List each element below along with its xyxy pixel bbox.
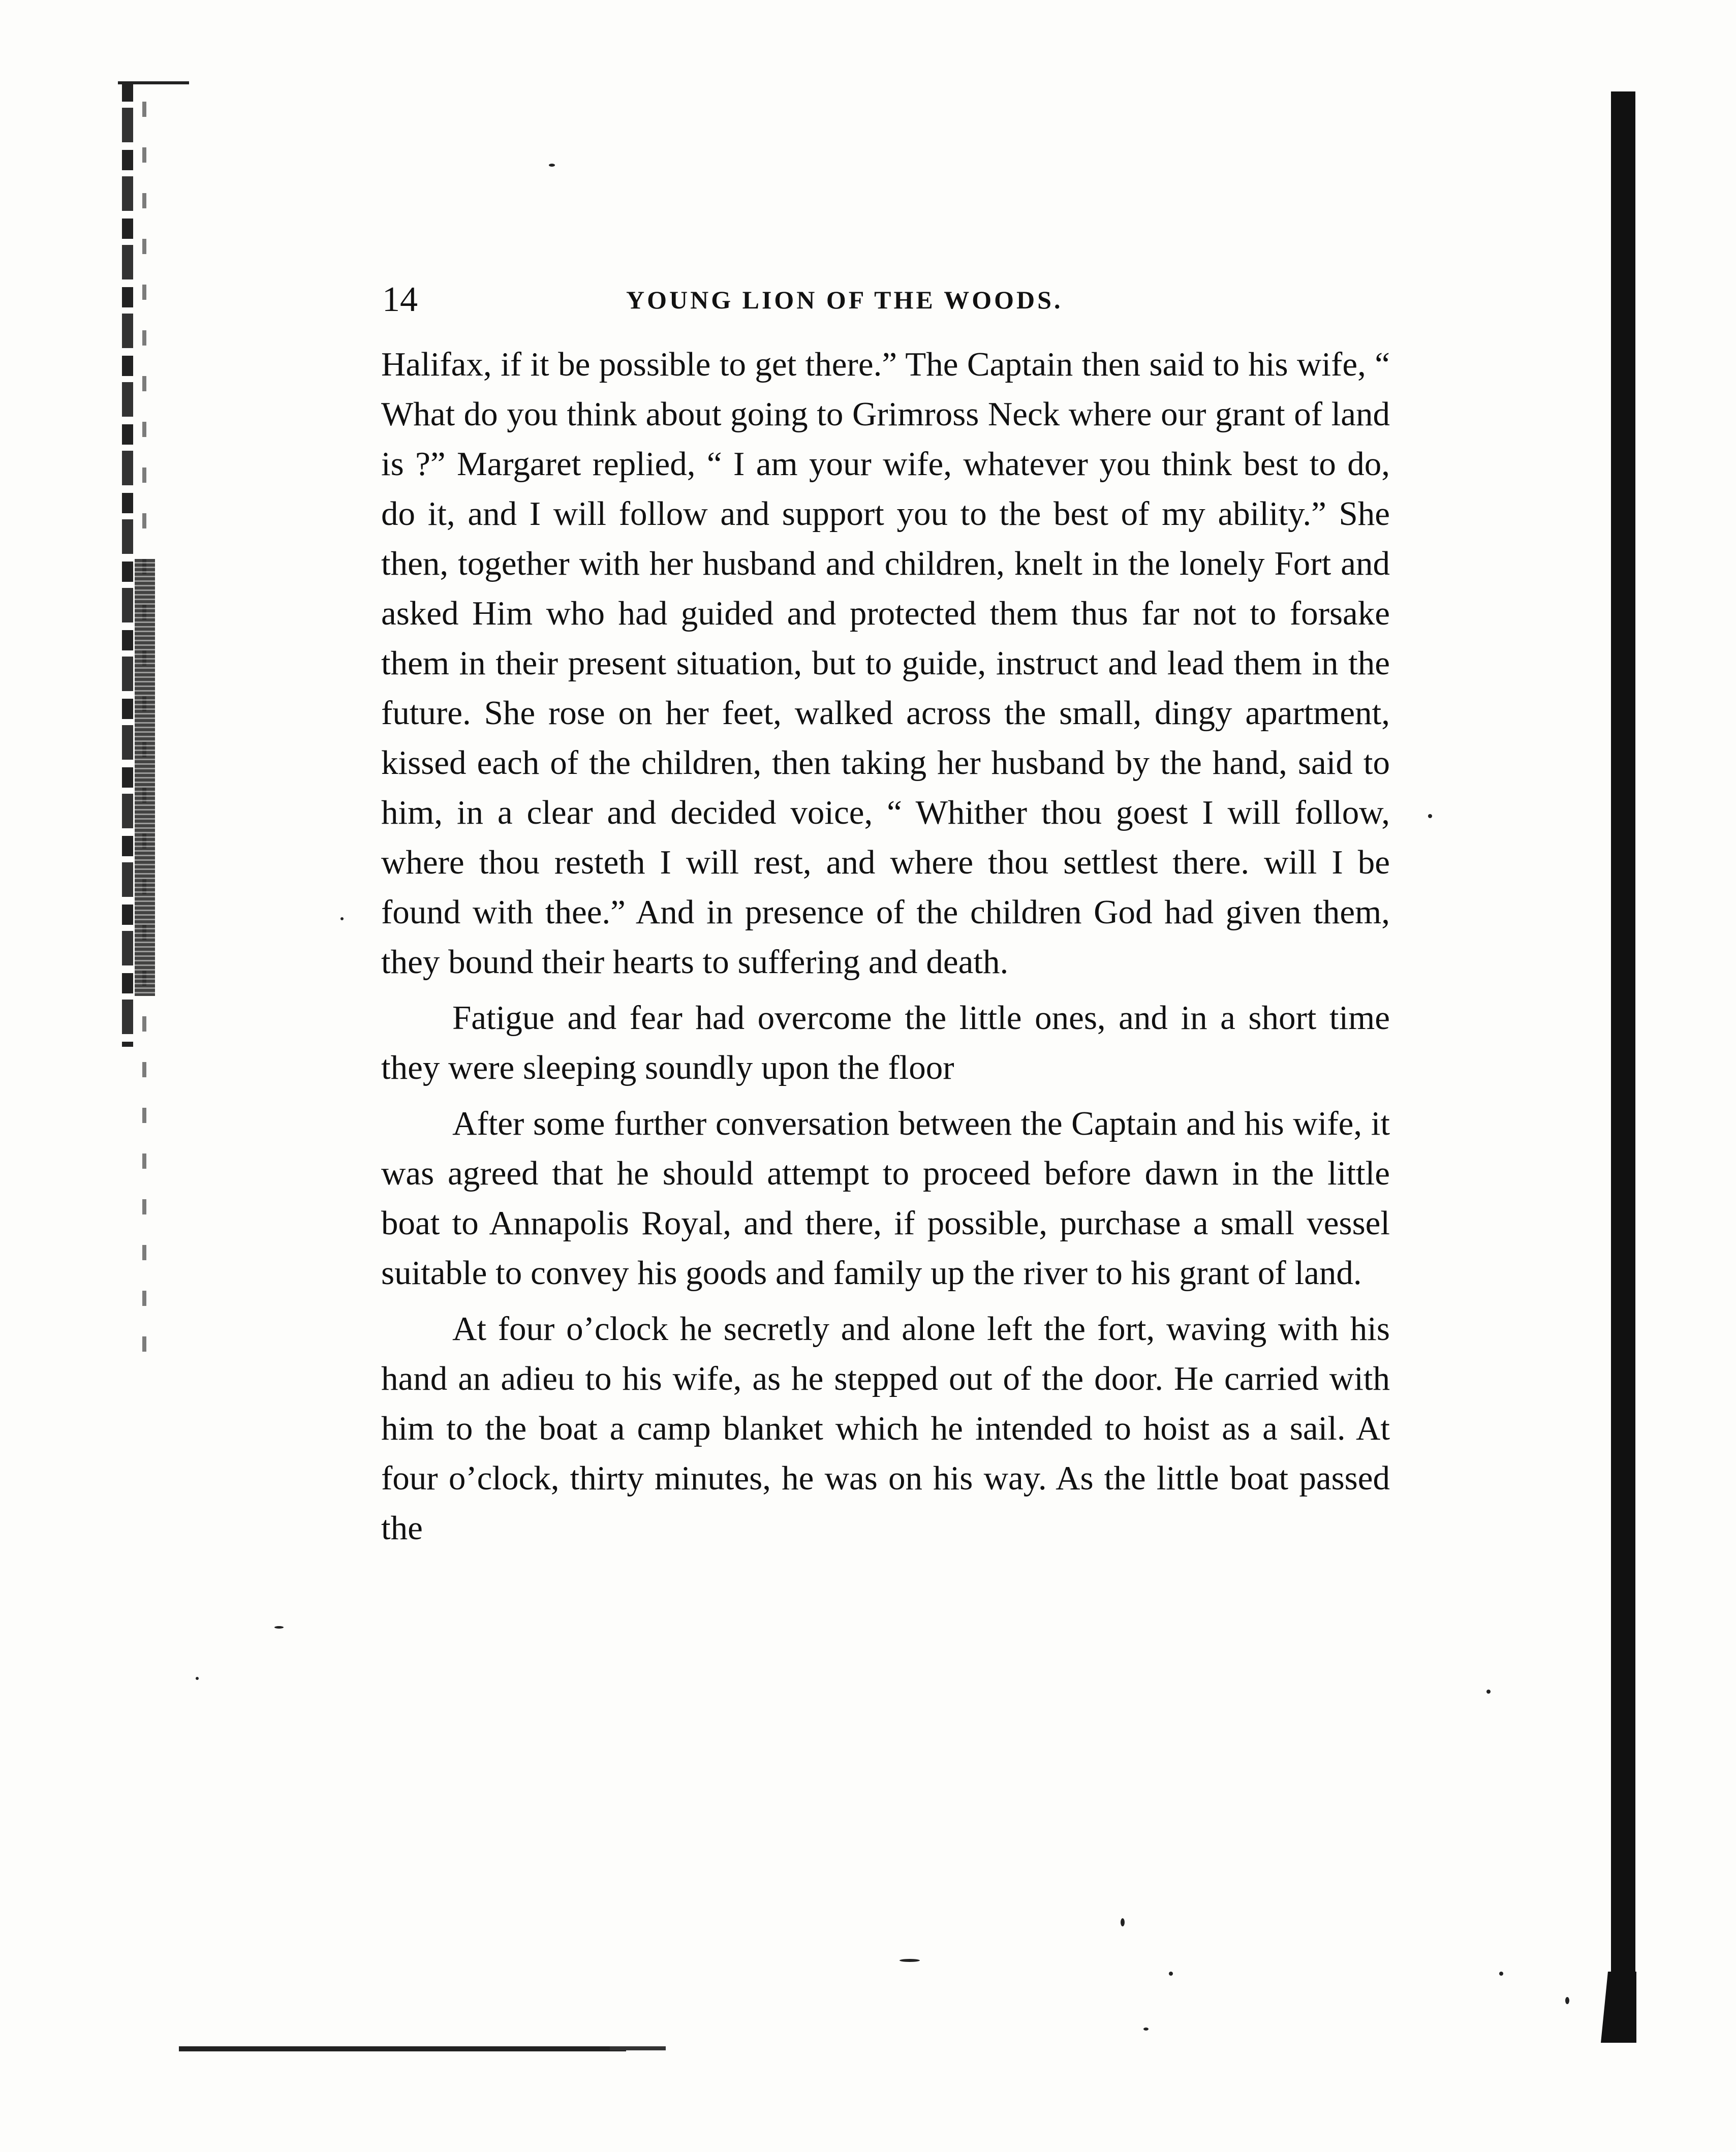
paragraph: At four o’clock he secretly and alone left the fort, waving with his hand an adieu to his wife, as he stepped out of the door. He carried with him to the boat a camp blanket which he intended to hoist as a sail. At four o’clock, thirty minutes, he was on his way. As the little boat passed the <box>381 1310 1390 1547</box>
scan-speck <box>196 1677 199 1680</box>
paragraph: After some further conversation between the Captain and his wife, it was agreed that he should attempt to proceed before dawn in the little boat to Annapolis Royal, and there, if possible, purchase a small vessel suitable to convey his goods and family up the river to his grant of land. <box>381 1105 1390 1292</box>
scan-speck <box>340 917 344 920</box>
scan-speck <box>549 164 555 167</box>
scan-speck <box>1121 1918 1125 1926</box>
scan-bottom-edge <box>179 2046 626 2051</box>
scan-speck <box>274 1626 284 1629</box>
scan-speck <box>1499 1972 1503 1976</box>
paragraph: Fatigue and fear had overcome the little ones, and in a short time they were sleeping soundly upon the floor <box>381 999 1390 1086</box>
paragraph: Halifax, if it be possible to get there.” The Captain then said to his wife, “ What do you think about going to Grimross Neck where our grant of land is ?” Margaret replied, “ I am your wife, whatever you think best to do, do it, and I will follow and support you to the best of my ability.” She then, together with her husband and children, knelt in the lonely Fort and asked Him who had guided and protected them thus far not to forsake them in their present situation, but to guide, instruct and lead them in the future. She rose on her feet, walked across the small, dingy apartment, kissed each of the children, then taking her husband by the hand, said to him, in a clear and decided voice, “ Whither thou goest I will follow, where thou resteth I will rest, and where thou settlest there. will I be found with thee.” And in presence of the children God had given them, they bound their hearts to suffering and death. <box>381 346 1390 981</box>
scan-speck <box>1565 1997 1569 2004</box>
scan-right-edge <box>1611 91 1635 2043</box>
scan-speck <box>900 1959 920 1962</box>
running-head: YOUNG LION OF THE WOODS. <box>626 286 1063 314</box>
scan-bottom-edge-fragment <box>610 2046 666 2050</box>
scan-left-edge <box>122 81 133 1047</box>
scan-speck <box>1169 1972 1173 1976</box>
page-header <box>382 277 1399 323</box>
scan-left-binding <box>135 559 155 996</box>
body-text <box>381 339 1390 1553</box>
page-number: 14 <box>382 280 418 319</box>
scan-right-edge-tip <box>1601 1972 1636 2043</box>
scan-speck <box>1486 1690 1491 1694</box>
scan-speck <box>1428 814 1432 818</box>
scan-speck <box>1143 2028 1149 2031</box>
